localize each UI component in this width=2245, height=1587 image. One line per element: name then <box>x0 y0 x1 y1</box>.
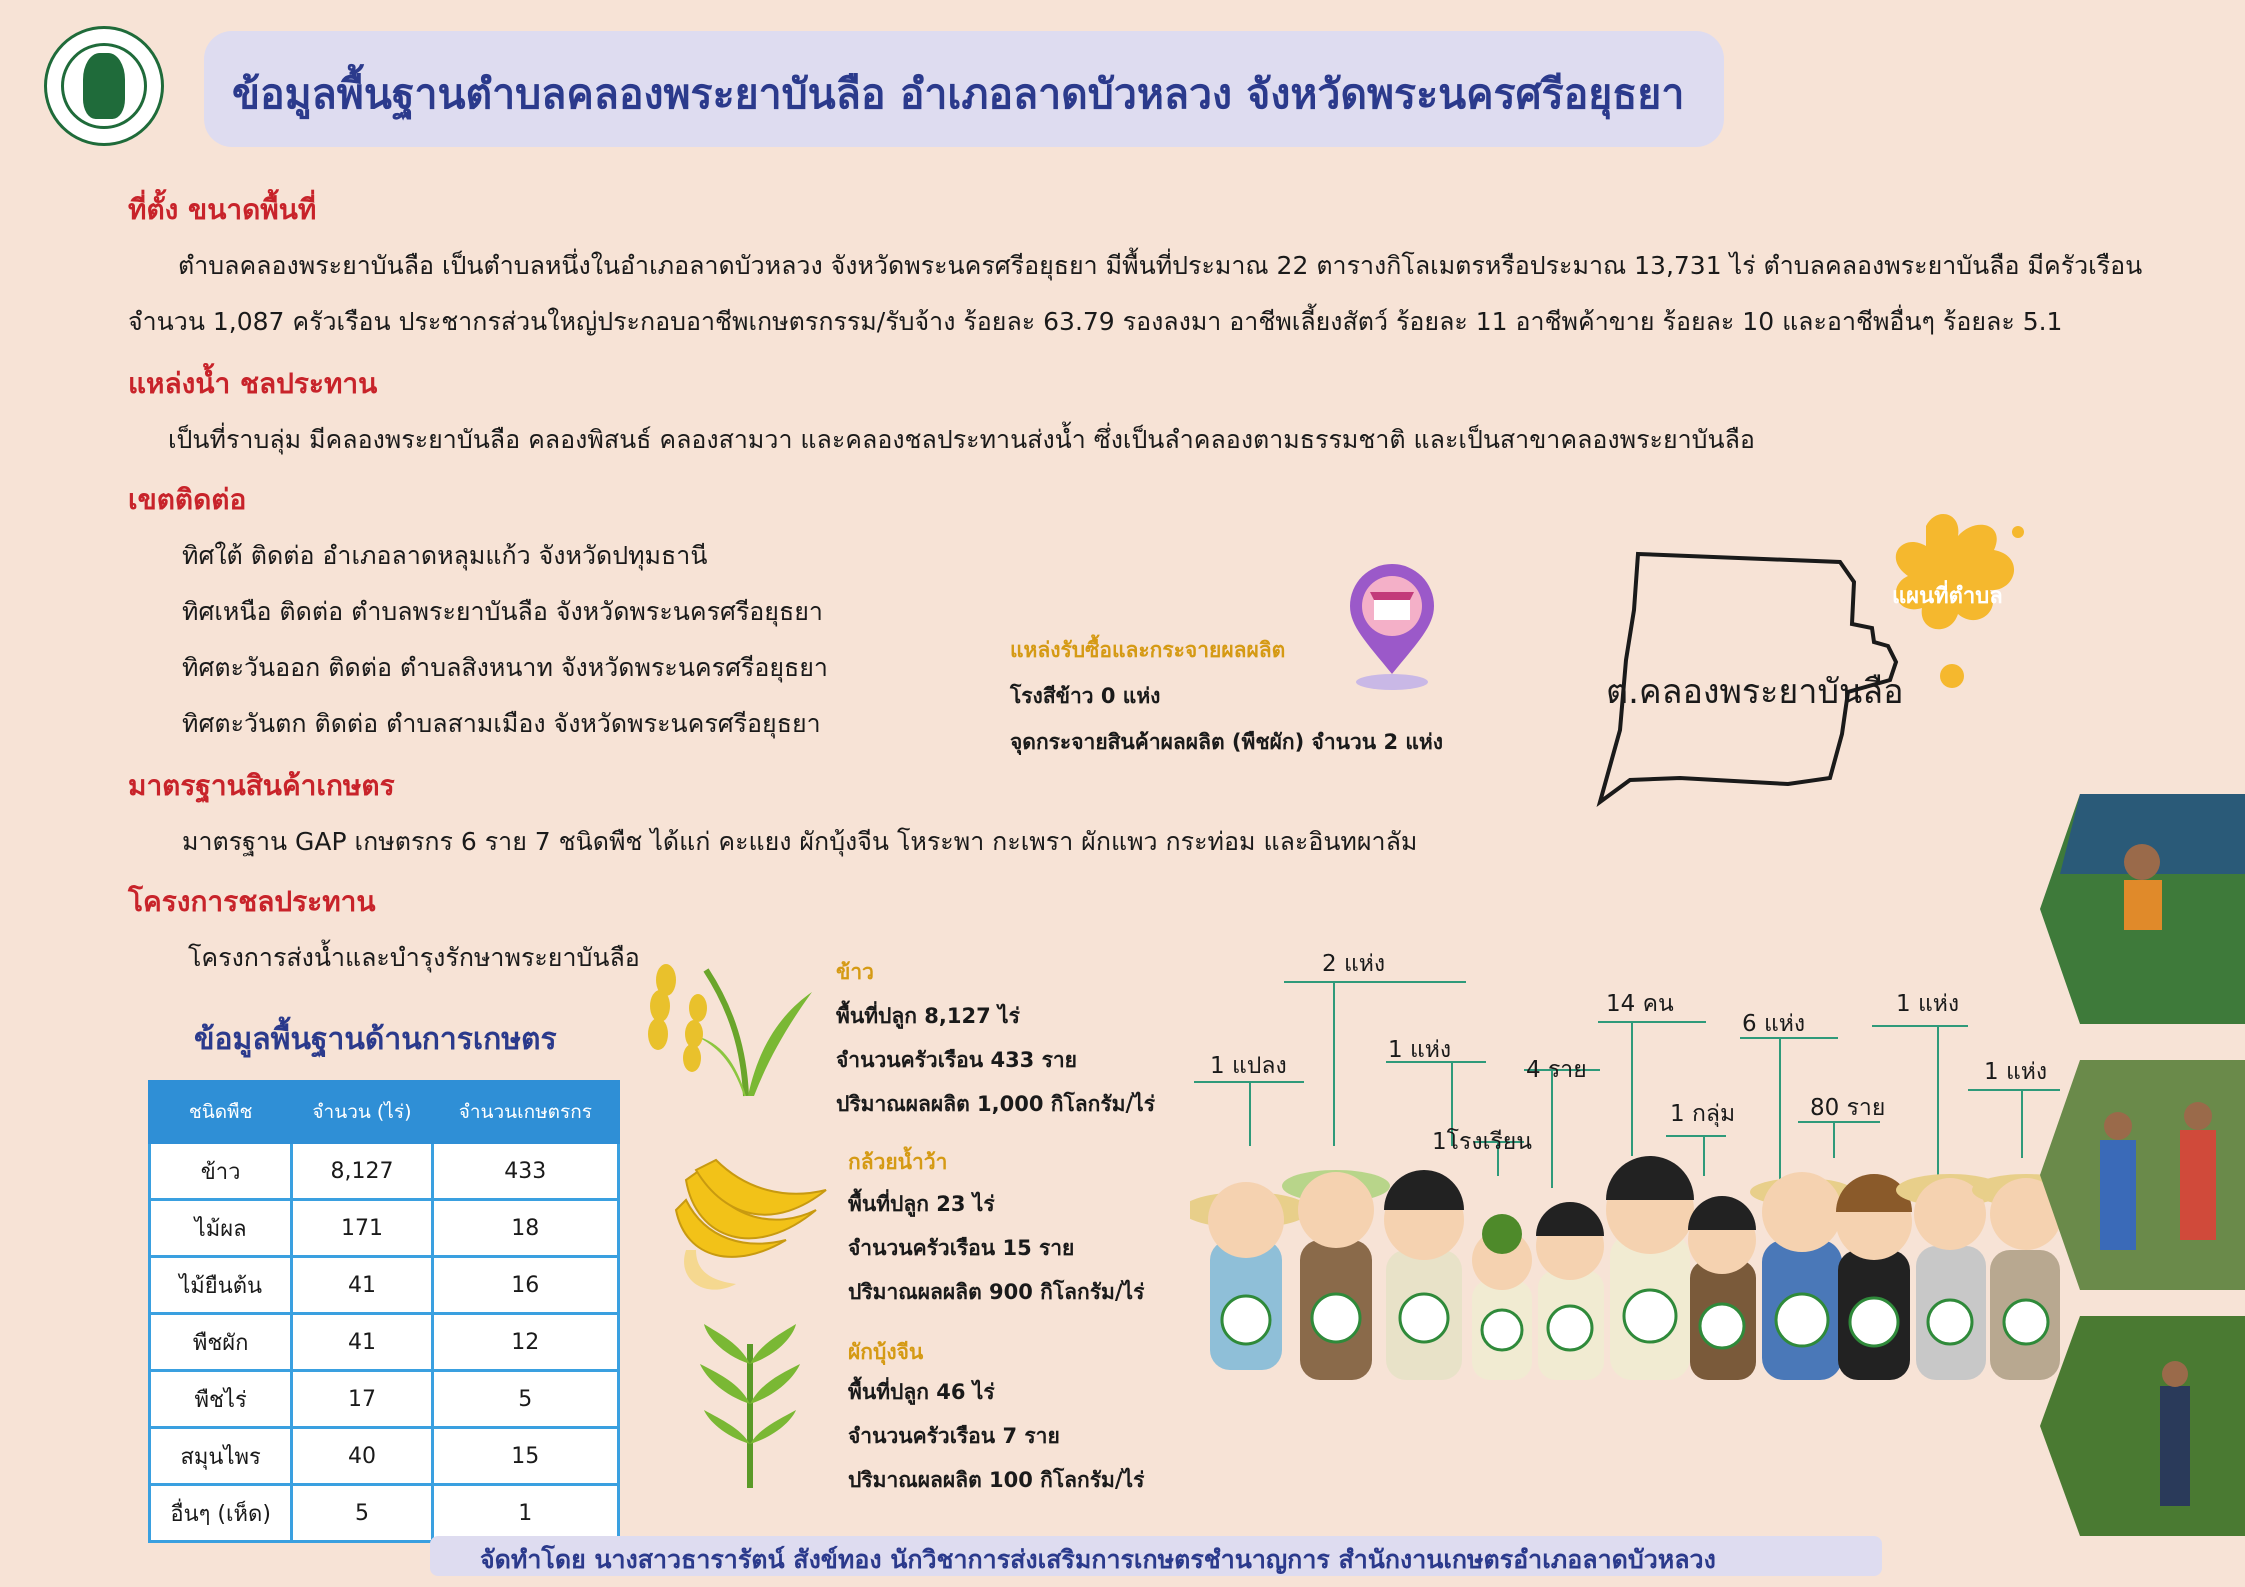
crop-name-rice: ข้าว <box>836 960 874 984</box>
farmers-cell: 18 <box>432 1200 618 1257</box>
farmer-photo-3 <box>2040 1316 2245 1536</box>
irrigation-heading: โครงการชลประทาน <box>128 885 376 918</box>
stat-label: 1โรงเรียน <box>1432 1129 1532 1155</box>
location-heading: ที่ตั้ง ขนาดพื้นที่ <box>128 193 317 226</box>
table-row <box>150 1143 619 1200</box>
morning-glory-icon <box>700 1324 800 1490</box>
border-north: ทิศเหนือ ติดต่อ ตำบลพระยาบันลือ จังหวัดพระนครศรีอยุธยา <box>182 597 823 626</box>
area-cell: 17 <box>292 1371 432 1428</box>
area-cell: 41 <box>292 1257 432 1314</box>
map-label: ต.คลองพระยาบันลือ <box>1606 672 1904 712</box>
crop-cell: อื่นๆ (เห็ด) <box>150 1485 292 1542</box>
table-row <box>150 1485 619 1542</box>
crop-households-morning-glory: จำนวนครัวเรือน 7 ราย <box>848 1424 1060 1448</box>
stat-label: 14 คน <box>1606 991 1674 1017</box>
crop-households-banana: จำนวนครัวเรือน 15 ราย <box>848 1236 1075 1260</box>
crop-cell: พืชไร่ <box>150 1371 292 1428</box>
farmers-cell: 433 <box>432 1143 618 1200</box>
area-cell: 40 <box>292 1428 432 1485</box>
crop-name-morning-glory: ผักบุ้งจีน <box>848 1340 924 1364</box>
crop-yield-morning-glory: ปริมาณผลผลิต 100 กิโลกรัม/ไร่ <box>848 1468 1145 1492</box>
stat-label: 1 แห่ง <box>1896 991 1960 1017</box>
rice-icon <box>636 950 816 1100</box>
stat-label: 6 แห่ง <box>1742 1011 1806 1037</box>
crop-yield-rice: ปริมาณผลผลิต 1,000 กิโลกรัม/ไร่ <box>836 1092 1155 1116</box>
area-cell: 8,127 <box>292 1143 432 1200</box>
crop-area-rice: พื้นที่ปลูก 8,127 ไร่ <box>836 1004 1020 1028</box>
market-heading: แหล่งรับซื้อและกระจายผลผลิต <box>1010 638 1286 662</box>
location-text-1: ตำบลคลองพระยาบันลือ เป็นตำบลหนึ่งในอำเภอลาดบัวหลวง จังหวัดพระนครศรีอยุธยา มีพื้นที่ประมาณ 22 ตารางกิโลเมตรหรือประมาณ 13,731 ไร่ ตำบลคลองพระยาบันลือ มีครัวเรือน <box>178 251 2143 280</box>
farmers-cell: 12 <box>432 1314 618 1371</box>
department-logo <box>44 26 164 146</box>
location-text-2: จำนวน 1,087 ครัวเรือน ประชากรส่วนใหญ่ประกอบอาชีพเกษตรกรรม/รับจ้าง ร้อยละ 63.79 รองลงมา อาชีพเลี้ยงสัตว์ ร้อยละ 11 อาชีพค้าขาย ร้อยละ 10 และอาชีพอื่นๆ ร้อยละ 5.1 <box>128 307 2063 336</box>
water-heading: แหล่งน้ำ ชลประทาน <box>128 367 378 400</box>
crop-area-morning-glory: พื้นที่ปลูก 46 ไร่ <box>848 1380 995 1404</box>
farmers-cell: 16 <box>432 1257 618 1314</box>
stat-label: 80 ราย <box>1810 1095 1886 1121</box>
crop-cell: ไม้ยืนต้น <box>150 1257 292 1314</box>
farmers-cell: 1 <box>432 1485 618 1542</box>
crop-cell: พืชผัก <box>150 1314 292 1371</box>
stat-label: 1 แห่ง <box>1984 1059 2048 1085</box>
column-header: จำนวน (ไร่) <box>292 1082 432 1143</box>
farmers-cell: 15 <box>432 1428 618 1485</box>
market-mill: โรงสีข้าว 0 แห่ง <box>1010 684 1161 708</box>
table-row <box>150 1428 619 1485</box>
market-pin-icon <box>1346 562 1438 696</box>
crop-cell: ไม้ผล <box>150 1200 292 1257</box>
area-cell: 171 <box>292 1200 432 1257</box>
stat-label: 1 กลุ่ม <box>1670 1101 1736 1127</box>
border-south: ทิศใต้ ติดต่อ อำเภอลาดหลุมแก้ว จังหวัดปทุมธานี <box>182 541 708 570</box>
crop-area-banana: พื้นที่ปลูก 23 ไร่ <box>848 1192 995 1216</box>
agri-table-title: ข้อมูลพื้นฐานด้านการเกษตร <box>194 1022 557 1057</box>
farmers-cell: 5 <box>432 1371 618 1428</box>
borders-heading: เขตติดต่อ <box>128 483 247 516</box>
crop-yield-banana: ปริมาณผลผลิต 900 กิโลกรัม/ไร่ <box>848 1280 1145 1304</box>
table-header-row <box>150 1082 619 1143</box>
standards-text: มาตรฐาน GAP เกษตรกร 6 ราย 7 ชนิดพืช ได้แก่ คะแยง ผักบุ้งจีน โหระพา กะเพรา ผักแพว กระท่อม และอินทผาลัม <box>182 827 1418 856</box>
footer-credit: จัดทำโดย นางสาวธารารัตน์ สังข์ทอง นักวิชาการส่งเสริมการเกษตรชำนาญการ สำนักงานเกษตรอำเภอลาดบัวหลวง <box>480 1545 1716 1574</box>
stat-label: 2 แห่ง <box>1322 951 1386 977</box>
agri-table <box>148 1080 620 1543</box>
table-row <box>150 1371 619 1428</box>
border-east: ทิศตะวันออก ติดต่อ ตำบลสิงหนาท จังหวัดพระนครศรีอยุธยา <box>182 653 828 682</box>
stat-label: 4 ราย <box>1526 1057 1587 1083</box>
market-points: จุดกระจายสินค้าผลผลิต (พืชผัก) จำนวน 2 แห่ง <box>1010 730 1444 754</box>
water-text: เป็นที่ราบลุ่ม มีคลองพระยาบันลือ คลองพิสนธ์ คลองสามวา และคลองชลประทานส่งน้ำ ซึ่งเป็นลำคลองตามธรรมชาติ และเป็นสาขาคลองพระยาบันลือ <box>168 425 1755 454</box>
banana-icon <box>666 1150 836 1300</box>
page-title: ข้อมูลพื้นฐานตำบลคลองพระยาบันลือ อำเภอลาดบัวหลวง จังหวัดพระนครศรีอยุธยา <box>232 70 1685 118</box>
column-header: ชนิดพืช <box>150 1082 292 1143</box>
table-row <box>150 1200 619 1257</box>
farmers-group-illustration <box>1190 1150 2080 1400</box>
stat-label: 1 แห่ง <box>1388 1037 1452 1063</box>
farmer-photo-1 <box>2040 794 2245 1024</box>
irrigation-text: โครงการส่งน้ำและบำรุงรักษาพระยาบันลือ <box>188 943 640 972</box>
map-badge: แผนที่ตำบล <box>1892 584 2003 609</box>
crop-name-banana: กล้วยน้ำว้า <box>848 1150 948 1174</box>
crop-cell: สมุนไพร <box>150 1428 292 1485</box>
border-west: ทิศตะวันตก ติดต่อ ตำบลสามเมือง จังหวัดพระนครศรีอยุธยา <box>182 709 821 738</box>
stat-label: 1 แปลง <box>1210 1053 1287 1079</box>
farmer-photo-2 <box>2040 1060 2245 1290</box>
column-header: จำนวนเกษตรกร <box>432 1082 618 1143</box>
standards-heading: มาตรฐานสินค้าเกษตร <box>128 769 395 802</box>
table-row <box>150 1257 619 1314</box>
area-cell: 5 <box>292 1485 432 1542</box>
crop-cell: ข้าว <box>150 1143 292 1200</box>
table-row <box>150 1314 619 1371</box>
crop-households-rice: จำนวนครัวเรือน 433 ราย <box>836 1048 1077 1072</box>
area-cell: 41 <box>292 1314 432 1371</box>
